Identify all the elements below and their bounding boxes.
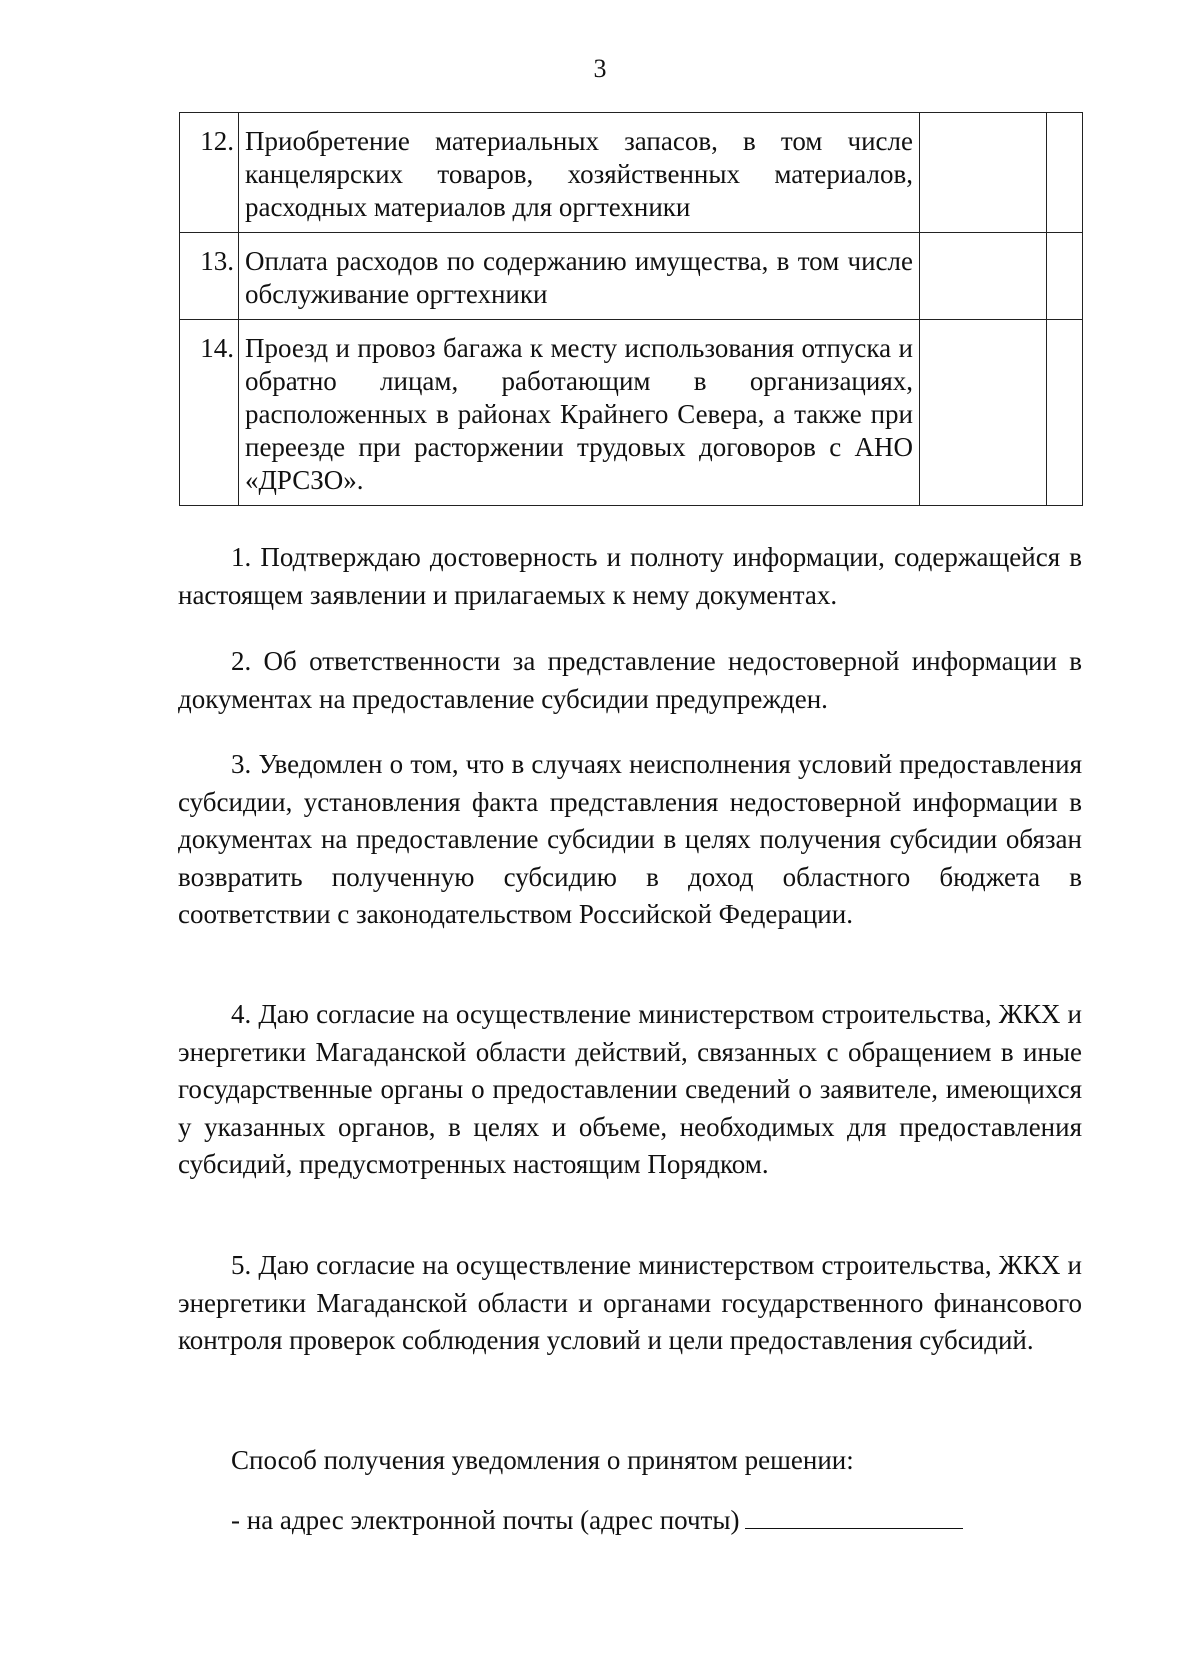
expense-items-table <box>179 112 1083 506</box>
email-option-label: - на адрес электронной почты (адрес почты) <box>231 1505 740 1535</box>
paragraph-2: 2. Об ответственности за представление недостоверной информации в документах на предоставление субсидии предупрежден. <box>178 646 1082 714</box>
paragraph-4: 4. Даю согласие на осуществление министерством строительства, ЖКХ и энергетики Магаданской области действий, связанных с обращением в иные государственные органы о предоставлении сведений о заявителе, имеющихся у указанных органов, в целях и объеме, необходимых для предоставления субсидий, предусмотренных настоящим Порядком. <box>178 999 1082 1179</box>
row-empty-cell <box>1047 233 1083 320</box>
email-option-line <box>231 1500 963 1539</box>
row-number: 14. <box>180 320 239 506</box>
row-empty-cell <box>1047 113 1083 233</box>
table-row <box>180 113 1083 233</box>
notification-method-title: Способ получения уведомления о принятом решении: <box>231 1445 854 1475</box>
row-number: 12. <box>180 113 239 233</box>
row-description: Проезд и провоз багажа к месту использования отпуска и обратно лицам, работающим в организациях, расположенных в районах Крайнего Севера, а также при переезде при расторжении трудовых договоров с АНО «ДРСЗО». <box>239 320 920 506</box>
paragraph-3: 3. Уведомлен о том, что в случаях неисполнения условий предоставления субсидии, установления факта представления недостоверной информации в документах на предоставление субсидии в целях получения субсидии обязан возвратить полученную субсидию в доход областного бюджета в соответствии с законодательством Российской Федерации. <box>178 749 1082 929</box>
paragraph-5: 5. Даю согласие на осуществление министерством строительства, ЖКХ и энергетики Магаданской области и органами государственного финансового контроля проверок соблюдения условий и цели предоставления субсидий. <box>178 1250 1082 1355</box>
row-empty-cell <box>920 233 1047 320</box>
table-row <box>180 233 1083 320</box>
row-description: Приобретение материальных запасов, в том числе канцелярских товаров, хозяйственных материалов, расходных материалов для оргтехники <box>239 113 920 233</box>
row-empty-cell <box>920 113 1047 233</box>
page-number: 3 <box>593 54 607 83</box>
row-description: Оплата расходов по содержанию имущества, в том числе обслуживание оргтехники <box>239 233 920 320</box>
row-number: 13. <box>180 233 239 320</box>
paragraph-1: 1. Подтверждаю достоверность и полноту информации, содержащейся в настоящем заявлении и прилагаемых к нему документах. <box>178 542 1082 610</box>
row-empty-cell <box>1047 320 1083 506</box>
table-row <box>180 320 1083 506</box>
email-blank-field[interactable] <box>745 1500 963 1529</box>
row-empty-cell <box>920 320 1047 506</box>
